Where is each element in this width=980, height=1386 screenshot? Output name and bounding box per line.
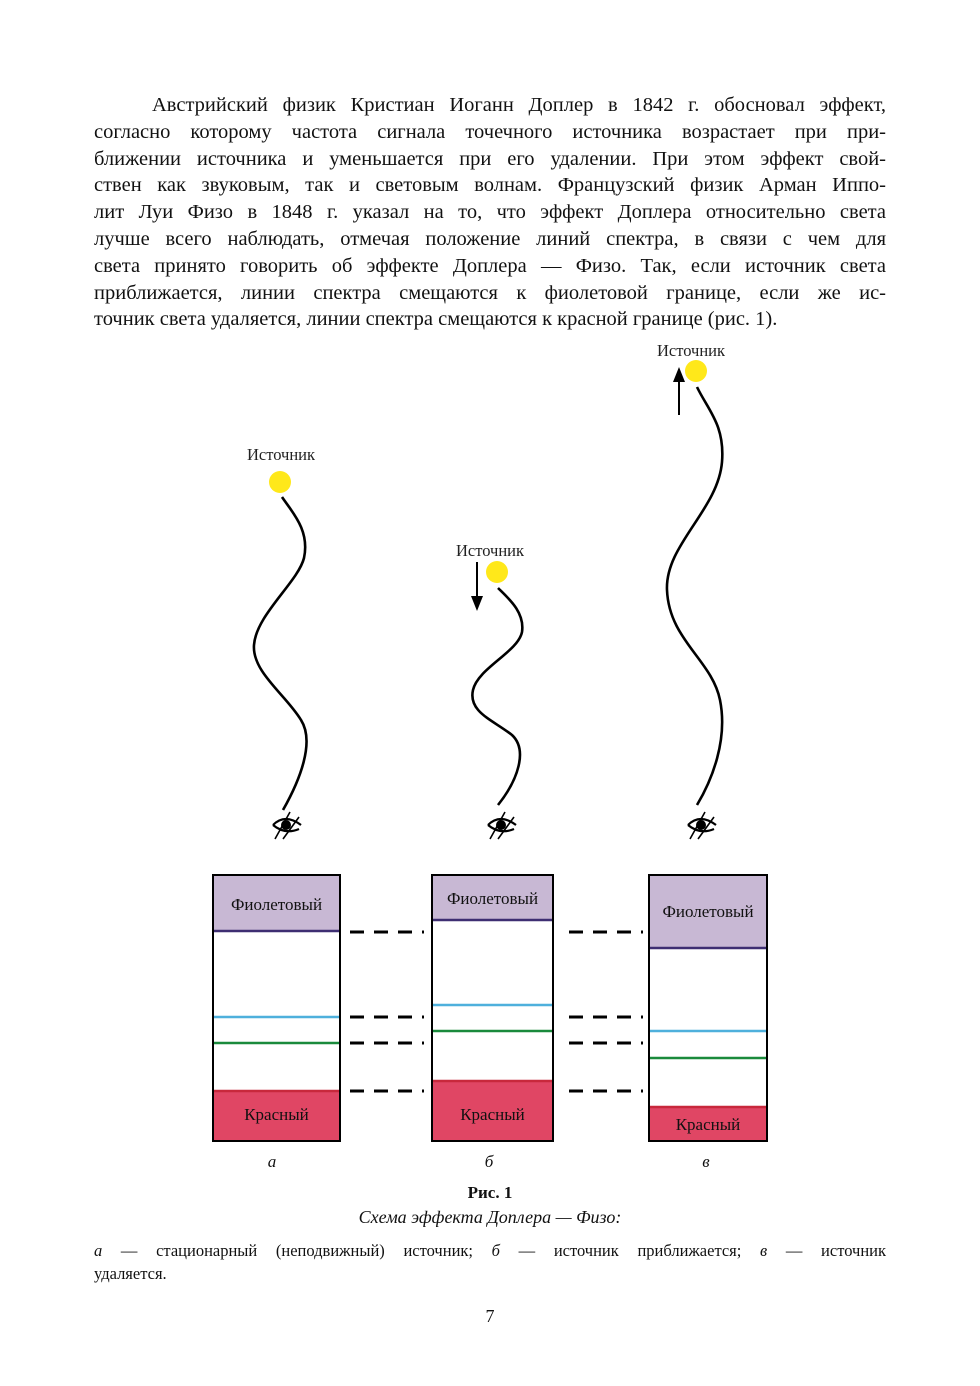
legend-line-2: удаляется. [94,1264,167,1283]
connectors-bc [569,932,643,1091]
paragraph-line: света принято говорить об эффекте Доплера — Физо. Так, если источник света [94,254,886,277]
paragraph-line: Австрийский физик Кристиан Иоганн Доплер в 1842 г. обосновал эффект, [152,94,886,116]
wave-c [667,387,722,805]
panel-letter-a: а [267,1152,277,1171]
paragraph-line: лучше всего наблюдать, отмечая положение линий спектра, в связи с чем для [94,227,886,250]
legend-line-1 [94,1239,886,1262]
spectrum-box-b [432,875,553,1141]
arrow-down-head [471,596,483,611]
spectrum-box-c [649,875,767,1141]
source-dot-b [486,561,508,583]
eye-icon [688,812,716,839]
page-number: 7 [485,1306,495,1326]
figure-caption-title: Рис. 1 [467,1183,513,1202]
paragraph-line: ближении источника и уменьшается при его удалении. При этом эффект свой- [94,147,886,170]
red-label-c: Красный [675,1115,741,1134]
paragraph-line: точник света удаляется, линии спектра смещаются к красной границе (рис. 1). [94,308,778,331]
spectrum-box-a [213,875,340,1141]
legend-letter-b: б [491,1241,500,1260]
connectors-ab [350,932,424,1091]
legend-text-b: — источник приближается; [499,1241,761,1260]
violet-label-c: Фиолетовый [662,902,754,921]
paragraph-line: ствен как звуковым, так и световым волнам. Французский физик Арман Иппо- [94,174,886,197]
red-label-b: Красный [460,1105,525,1124]
source-dot-a [269,471,291,493]
eye-icon [488,812,516,839]
panel-c-source [657,341,726,839]
legend-letter-a: а [94,1241,103,1260]
eye-icon [273,812,301,839]
figure-caption-subtitle: Схема эффекта Доплера — Физо: [358,1207,622,1227]
paragraph-line: согласно которому частота сигнала точечного источника возрастает при при- [94,120,886,143]
source-label-c: Источник [656,341,726,360]
legend-text-c: — источник [767,1241,886,1260]
violet-label-a: Фиолетовый [230,895,323,914]
panel-a-source [247,445,316,839]
arrow-up-head [673,367,685,382]
legend-letter-c: в [760,1241,768,1260]
paragraph-line: лит Луи Физо в 1848 г. указал на то, что эффект Доплера относительно света [94,201,886,224]
panel-letter-c: в [702,1152,710,1171]
figure-legend [94,1239,886,1285]
panel-letter-b: б [484,1152,494,1171]
violet-label-b: Фиолетовый [446,889,539,908]
paragraph-line: приближается, линии спектра смещаются к фиолетовой границе, если же ис- [94,281,886,304]
wave-a [254,497,307,810]
source-label-b: Источник [455,541,525,560]
legend-text-a: — стационарный (неподвижный) источник; [102,1241,492,1260]
wave-b [472,588,522,805]
source-dot-c [685,360,707,382]
source-label-a: Источник [246,445,316,464]
panel-b-source [456,541,525,839]
red-label-a: Красный [244,1105,309,1124]
